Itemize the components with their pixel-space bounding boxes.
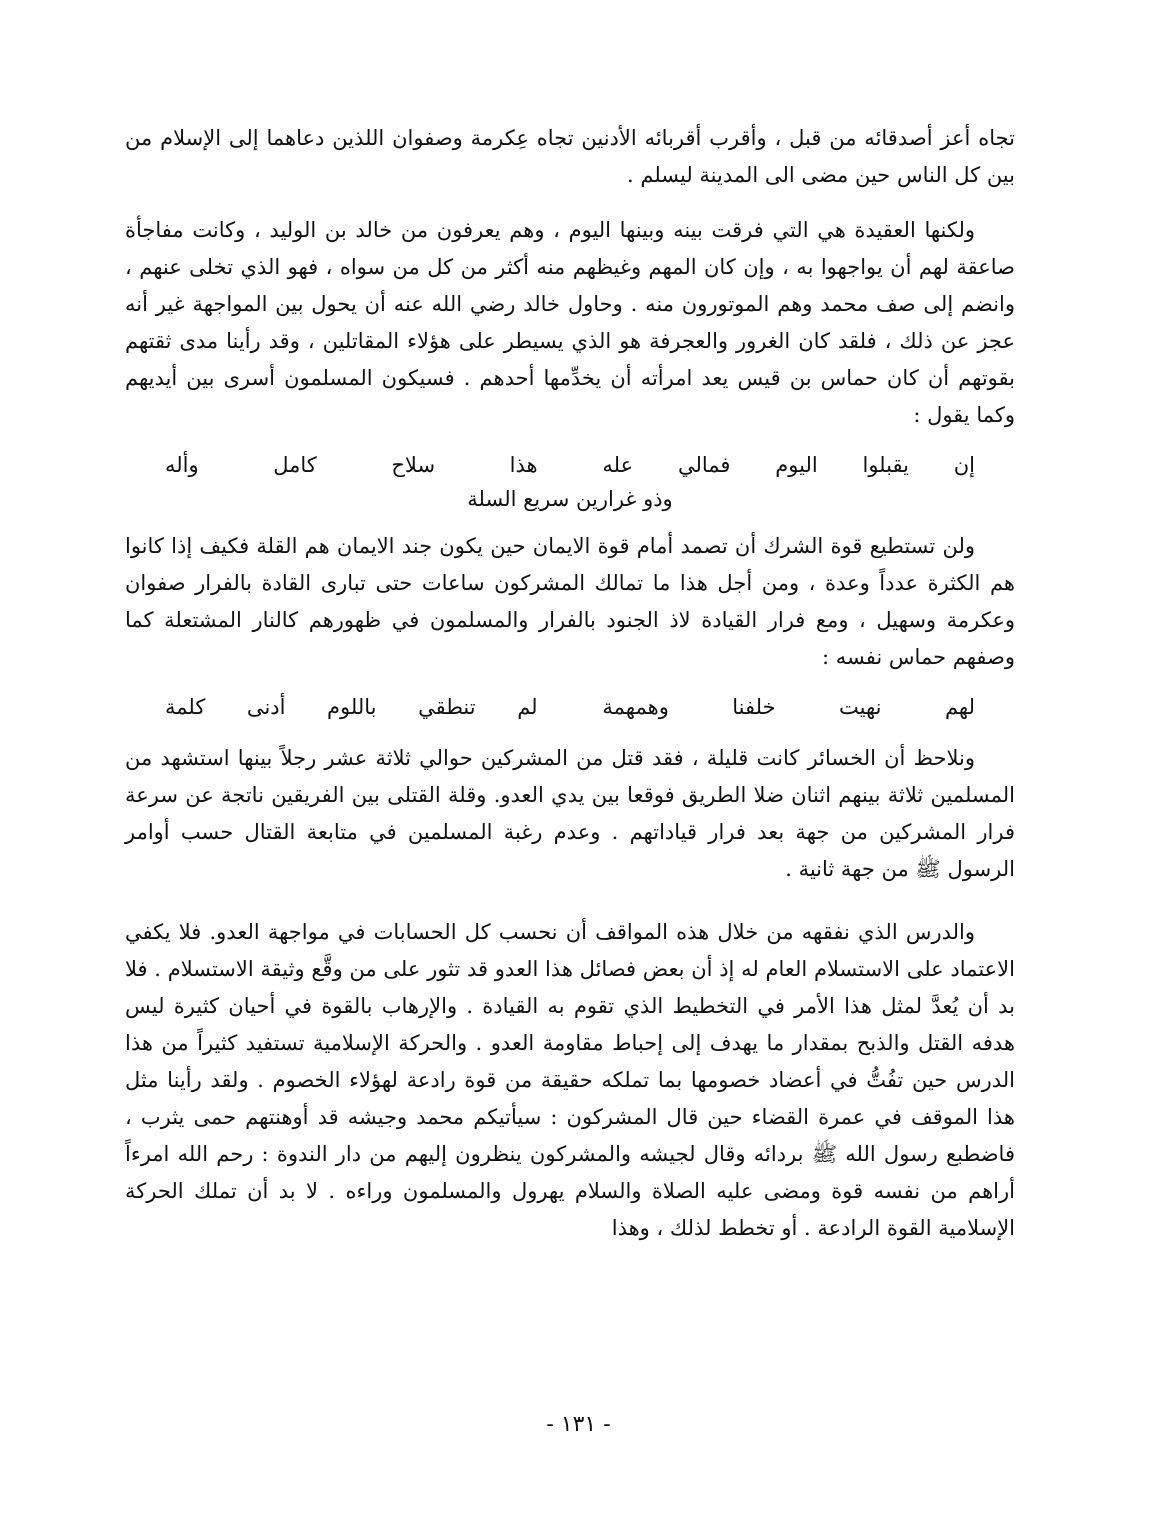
poem-verse-2-hemistich-left: لم تنطقي باللوم أدنى كلمة bbox=[165, 695, 538, 719]
paragraph-5: والدرس الذي نفقهه من خلال هذه المواقف أن نحسب كل الحسابات في مواجهة العدو. فلا يكفي الاعتماد على الاستسلام العام له إذ أن بعض فصائل هذا العدو قد تثور على من وقَّع وثيقة الاستسلام . فلا بد أن يُعدَّ لمثل هذا الأمر في التخطيط الذي تقوم به القيادة . والإرهاب بالقوة في أحيان كثيرة ليس هدفه القتل والذبح بمقدار ما يهدف إلى إحباط مقاومة العدو . والحركة الإسلامية تستفيد كثيراً من هذا الدرس حين تفُتُّ في أعضاد خصومها بما تملكه حقيقة من قوة رادعة لهؤلاء الخصوم . ولقد رأينا مثل هذا الموقف في عمرة القضاء حين قال المشركون : سيأتيكم محمد وجيشه قد أوهنتهم حمى يثرب ، فاضطبع رسول الله ﷺ بردائه وقال لجيشه والمشركون ينظرون إليهم من دار الندوة : رحم الله امرءاً أراهم من نفسه قوة ومضى عليه الصلاة والسلام يهرول والمسلمون وراءه . لا بد أن تملك الحركة الإسلامية القوة الرادعة . أو تخطط لذلك ، وهذا bbox=[125, 920, 1015, 1240]
paragraph-1: تجاه أعز أصدقائه من قبل ، وأقرب أقربائه الأدنين تجاه عِكرمة وصفوان اللذين دعاهما إلى الإسلام من بين كل الناس حين مضى الى المدينة ليسلم . bbox=[125, 126, 1015, 187]
poem-verse-2 bbox=[125, 690, 1015, 724]
paragraph-4: ونلاحظ أن الخسائر كانت قليلة ، فقد قتل من المشركين حوالي ثلاثة عشر رجلاً بينها استشهد من المسلمين ثلاثة بينهم اثنان ضلا الطريق فوقعا بين يدي العدو. وقلة القتلى بين الفريقين ناتجة عن سرعة فرار المشركين من جهة بعد فرار قياداتهم . وعدم رغبة المسلمين في متابعة القتال حسب أوامر الرسول ﷺ من جهة ثانية . bbox=[125, 746, 1015, 881]
page-body bbox=[125, 120, 1015, 1247]
poem-verse-1 bbox=[125, 448, 1015, 516]
poem-verse-1-tail: وذو غرارين سريع السلة bbox=[467, 487, 673, 511]
poem-verse-2-hemistich-right: لهم نهيت خلفنا وهمهمة bbox=[602, 695, 975, 719]
poem-verse-2-row bbox=[125, 690, 1015, 724]
page-number: - ١٣١ - bbox=[546, 1412, 611, 1437]
poem-verse-1-row bbox=[125, 448, 1015, 482]
poem-verse-1-hemistich-right: إن يقبلوا اليوم فمالي عله bbox=[602, 453, 975, 477]
paragraph-3: ولن تستطيع قوة الشرك أن تصمد أمام قوة الايمان حين يكون جند الايمان هم القلة فكيف إذا كانوا هم الكثرة عدداً وعدة ، ومن أجل هذا ما تمالك المشركون ساعات حتى تبارى القادة بالفرار صفوان وعكرمة وسهيل ، ومع فرار القيادة لاذ الجنود بالفرار والمسلمون في ظهورهم كالنار المشتعلة كما وصفهم حماس نفسه : bbox=[125, 534, 1015, 669]
paragraph-2: ولكنها العقيدة هي التي فرقت بينه وبينها اليوم ، وهم يعرفون من خالد بن الوليد ، وكانت مفاجأة صاعقة لهم أن يواجهوا به ، وإن كان المهم وغيظهم منه أكثر من كل من سواه ، فهو الذي تخلى عنهم ، وانضم إلى صف محمد وهم الموتورون منه . وحاول خالد رضي الله عنه أن يحول بين المواجهة غير أنه عجز عن ذلك ، فلقد كان الغرور والعجرفة هو الذي يسيطر على هؤلاء المقاتلين ، وقد رأينا مدى ثقتهم بقوتهم أن كان حماس بن قيس يعد امرأته أن يخدِّمها أحدهم . فسيكون المسلمون أسرى بين أيديهم وكما يقول : bbox=[125, 218, 1015, 427]
poem-verse-1-hemistich-left: هذا سلاح كامل وأله bbox=[165, 453, 538, 477]
